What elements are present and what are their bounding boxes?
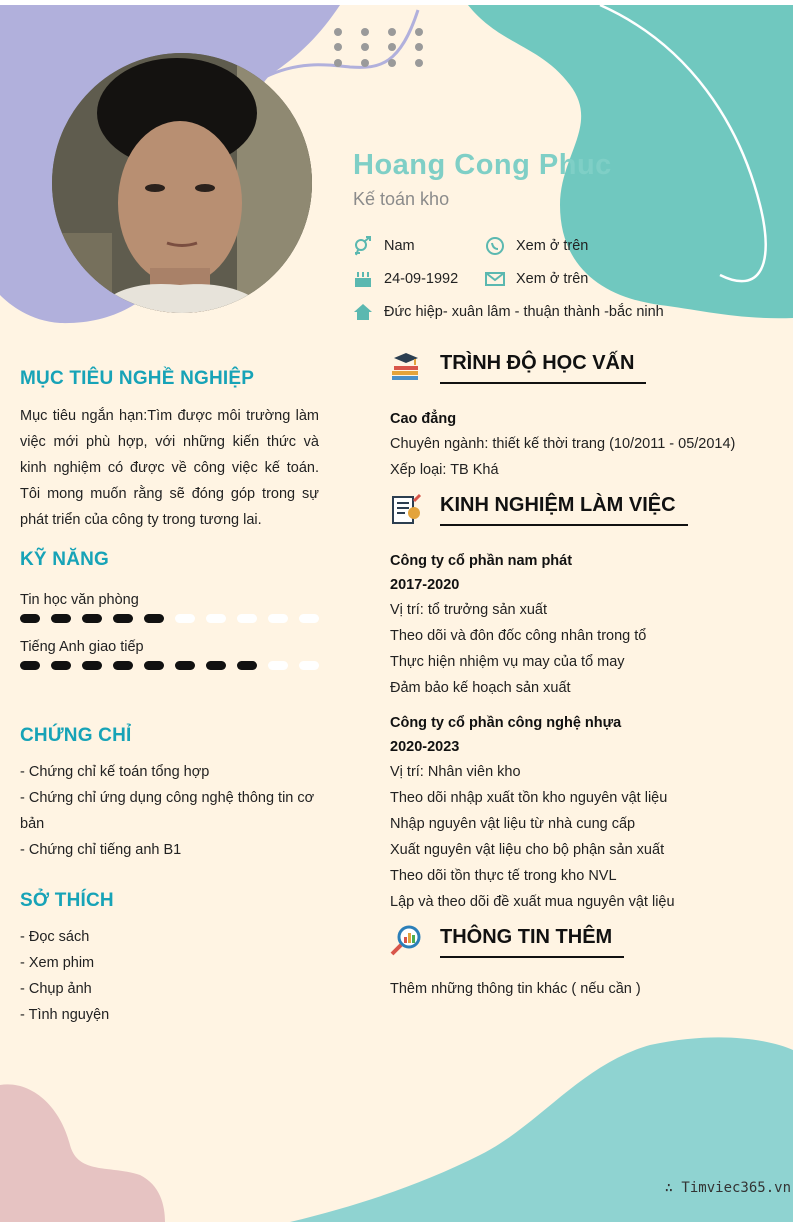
skill-dot-filled: [237, 661, 257, 670]
job-line: Theo dõi và đôn đốc công nhân trong tổ: [390, 628, 647, 644]
certificates-section: [20, 724, 319, 863]
skill-dot-filled: [206, 661, 226, 670]
skill-dot-empty: [299, 661, 319, 670]
education-header: [390, 350, 646, 384]
gender-row: [353, 236, 415, 256]
pink-blob: [0, 1084, 165, 1222]
header: [353, 145, 612, 211]
skill-dot-filled: [20, 661, 40, 670]
skill-dot-empty: [237, 614, 257, 623]
certificate-item: - Chứng chỉ ứng dụng công nghệ thông tin cơ bản: [20, 790, 315, 832]
job-line: Xuất nguyên vật liệu cho bộ phận sản xuất: [390, 842, 665, 858]
skill-dot-empty: [268, 614, 288, 623]
hobby-item: - Xem phim: [20, 955, 95, 971]
skill-dot-filled: [82, 661, 102, 670]
birthday-row: [353, 269, 458, 289]
certificate-item: - Chứng chỉ tiếng anh B1: [20, 842, 182, 858]
phone-icon: [485, 236, 505, 256]
email-row: [485, 269, 588, 289]
education-grade: Xếp loại: TB Khá: [390, 462, 499, 478]
hobby-item: - Tình nguyện: [20, 1007, 110, 1023]
gender-value: Nam: [384, 238, 415, 254]
skills-title: KỸ NĂNG: [20, 549, 110, 570]
hobby-item: - Đọc sách: [20, 929, 90, 945]
objective-text: Mục tiêu ngắn hạn:Tìm được môi trường làm việc mới phù hợp, với những kiến thức và kinh nghiệm có được về công việc kế toán. Tôi mong muốn rằng sẽ đóng góp trong sự phát triển của công ty trong tương lai.: [20, 408, 319, 528]
gender-icon: [353, 236, 373, 256]
skill-level-bar: [20, 661, 319, 670]
home-icon: [353, 302, 373, 322]
skill-dot-filled: [113, 614, 133, 623]
certificates-title: CHỨNG CHỈ: [20, 725, 132, 746]
email-value: Xem ở trên: [516, 271, 589, 287]
skill-label: Tin học văn phòng: [20, 592, 139, 608]
skill-dot-empty: [268, 661, 288, 670]
phone-row: [485, 236, 588, 256]
job-line: Lập và theo dõi đề xuất mua nguyên vật liệu: [390, 894, 675, 910]
skill-dot-filled: [82, 614, 102, 623]
job-line: Thực hiện nhiệm vụ may của tổ may: [390, 654, 625, 670]
extra-header: [390, 924, 624, 958]
skill-dot-filled: [51, 661, 71, 670]
phone-value: Xem ở trên: [516, 238, 589, 254]
cv-page: [0, 5, 793, 1222]
job-company: Công ty cổ phần công nghệ nhựa: [390, 715, 622, 731]
experience-title: KINH NGHIỆM LÀM VIỆC: [440, 494, 676, 516]
experience-header: [390, 492, 688, 526]
graduation-cap-icon: [390, 351, 422, 383]
job-title: Kế toán kho: [353, 189, 450, 209]
magnifier-chart-icon: [390, 925, 422, 957]
education-school: Cao đẳng: [390, 411, 457, 427]
skill-dot-filled: [144, 614, 164, 623]
extra-body: [390, 976, 790, 1002]
watermark: ∴ Timviec365.vn: [664, 1180, 791, 1196]
job-line: Nhập nguyên vật liệu từ nhà cung cấp: [390, 816, 636, 832]
skill-dot-filled: [51, 614, 71, 623]
address-value: Đức hiệp- xuân lâm - thuận thành -bắc ninh: [384, 304, 664, 320]
job-company: Công ty cổ phần nam phát: [390, 553, 573, 569]
address-row: [353, 302, 664, 322]
skill-dot-filled: [20, 614, 40, 623]
birthday-value: 24-09-1992: [384, 271, 459, 287]
education-body: [390, 407, 790, 483]
hobby-item: - Chụp ảnh: [20, 981, 92, 997]
job-line: Đảm bảo kế hoạch sản xuất: [390, 680, 571, 696]
skill-dot-empty: [299, 614, 319, 623]
skill-item: [20, 637, 319, 670]
job-period: 2017-2020: [390, 577, 460, 593]
skill-label: Tiếng Anh giao tiếp: [20, 639, 144, 655]
job-line: Theo dõi tồn thực tế trong kho NVL: [390, 868, 617, 884]
skills-section: [20, 548, 319, 670]
hobbies-title: SỞ THÍCH: [20, 890, 114, 911]
candidate-name: Hoang Cong Phuc: [353, 149, 612, 181]
envelope-icon: [485, 269, 505, 289]
certificate-item: - Chứng chỉ kế toán tổng hợp: [20, 764, 210, 780]
hobbies-section: [20, 889, 319, 1028]
skill-level-bar: [20, 614, 319, 623]
job-period: 2020-2023: [390, 739, 460, 755]
job-line: Vị trí: tổ trưởng sản xuất: [390, 602, 548, 618]
resume-document-icon: [390, 493, 422, 525]
skill-dot-filled: [113, 661, 133, 670]
objective-section: [20, 367, 319, 533]
profile-photo: [52, 53, 312, 313]
education-major: Chuyên ngành: thiết kế thời trang (10/2011 - 05/2014): [390, 436, 736, 452]
education-title: TRÌNH ĐỘ HỌC VẤN: [440, 352, 635, 374]
experience-job-2: [390, 711, 790, 915]
skill-item: [20, 590, 319, 623]
skill-dot-empty: [206, 614, 226, 623]
skill-dot-empty: [175, 614, 195, 623]
extra-text: Thêm những thông tin khác ( nếu cần ): [390, 981, 641, 997]
job-line: Theo dõi nhập xuất tồn kho nguyên vật liệu: [390, 790, 668, 806]
skill-dot-filled: [144, 661, 164, 670]
skill-dot-filled: [175, 661, 195, 670]
job-line: Vị trí: Nhân viên kho: [390, 764, 521, 780]
experience-job-1: [390, 549, 790, 701]
objective-title: MỤC TIÊU NGHỀ NGHIỆP: [20, 368, 255, 389]
extra-title: THÔNG TIN THÊM: [440, 926, 613, 948]
cake-icon: [353, 269, 373, 289]
